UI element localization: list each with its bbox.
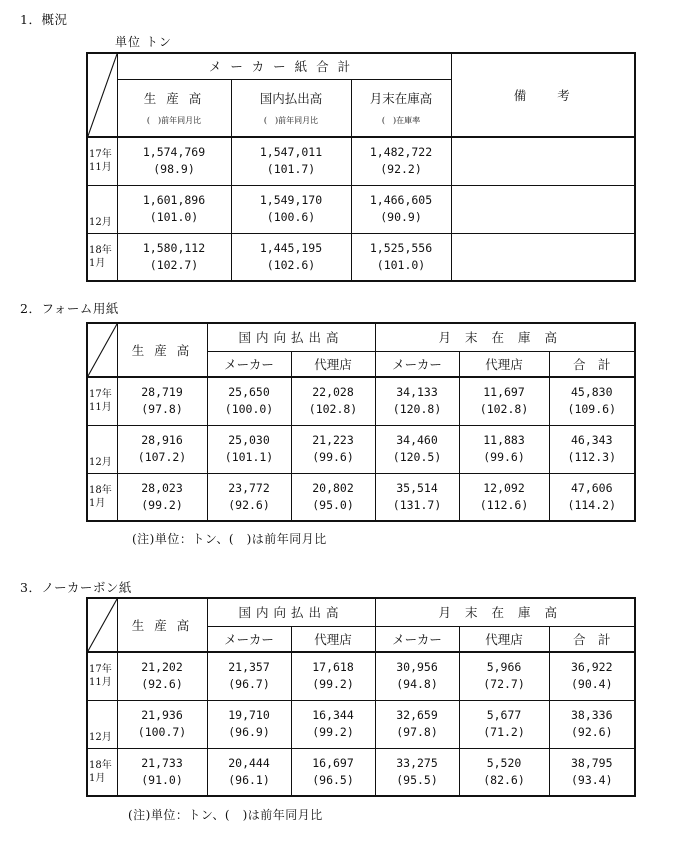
- table-row: [87, 652, 635, 700]
- section1-table: [86, 52, 636, 282]
- section1-col-production: 生 産 高 ( )前年同月比: [117, 79, 231, 137]
- row-date: 17年 11月: [87, 377, 117, 425]
- cell-value: 33,275 (95.5): [375, 748, 459, 796]
- section2-shipment-header: 国内向払出高: [207, 323, 375, 351]
- section3-inventory-header: 月末在庫高: [375, 598, 635, 626]
- cell-value: 11,883 (99.6): [459, 425, 549, 473]
- section3-sub-agent: 代理店: [291, 626, 375, 652]
- section1-group-header: メーカー紙合計: [117, 53, 451, 79]
- row-date: 17年 11月: [87, 137, 117, 185]
- row-date: 12月: [87, 700, 117, 748]
- row-date: 12月: [87, 425, 117, 473]
- cell-production: 1,574,769 (98.9): [117, 137, 231, 185]
- section2-production-header: 生 産 高: [117, 323, 207, 377]
- section1-col-inventory: 月末在庫高 ( )在庫率: [351, 79, 451, 137]
- table-row: [87, 233, 635, 281]
- cell-value: 21,936 (100.7): [117, 700, 207, 748]
- section2-sub-agent-inv: 代理店: [459, 351, 549, 377]
- cell-remarks: [451, 185, 635, 233]
- cell-value: 25,650 (100.0): [207, 377, 291, 425]
- cell-inventory: 1,482,722 (92.2): [351, 137, 451, 185]
- row-date: 18年 1月: [87, 748, 117, 796]
- section2-diagonal-corner: [87, 323, 117, 377]
- section2-table: [86, 322, 636, 522]
- section3-sub-maker: メーカー: [207, 626, 291, 652]
- cell-value: 25,030 (101.1): [207, 425, 291, 473]
- section2-sub-agent: 代理店: [291, 351, 375, 377]
- cell-value: 30,956 (94.8): [375, 652, 459, 700]
- cell-shipment: 1,547,011 (101.7): [231, 137, 351, 185]
- cell-value: 21,733 (91.0): [117, 748, 207, 796]
- table-row: [87, 377, 635, 425]
- section2-note: (注)単位：トン、( )は前年同月比: [132, 532, 327, 546]
- cell-value: 16,344 (99.2): [291, 700, 375, 748]
- cell-value: 22,028 (102.8): [291, 377, 375, 425]
- cell-production: 1,580,112 (102.7): [117, 233, 231, 281]
- cell-value: 38,795 (93.4): [549, 748, 635, 796]
- cell-remarks: [451, 137, 635, 185]
- section1-remarks-header: 備 考: [451, 53, 635, 137]
- section3-diagonal-corner: [87, 598, 117, 652]
- table-row: [87, 137, 635, 185]
- row-date: 17年 11月: [87, 652, 117, 700]
- cell-value: 21,202 (92.6): [117, 652, 207, 700]
- table-row: [87, 425, 635, 473]
- cell-shipment: 1,445,195 (102.6): [231, 233, 351, 281]
- section3-note: (注)単位：トン、( )は前年同月比: [128, 808, 323, 822]
- section2-sub-maker-inv: メーカー: [375, 351, 459, 377]
- cell-value: 23,772 (92.6): [207, 473, 291, 521]
- row-date: 12月: [87, 185, 117, 233]
- cell-production: 1,601,896 (101.0): [117, 185, 231, 233]
- cell-value: 28,023 (99.2): [117, 473, 207, 521]
- cell-value: 5,966 (72.7): [459, 652, 549, 700]
- cell-value: 46,343 (112.3): [549, 425, 635, 473]
- cell-value: 36,922 (90.4): [549, 652, 635, 700]
- cell-value: 11,697 (102.8): [459, 377, 549, 425]
- cell-value: 34,133 (120.8): [375, 377, 459, 425]
- cell-value: 21,223 (99.6): [291, 425, 375, 473]
- section2-inventory-header: 月末在庫高: [375, 323, 635, 351]
- table-row: [87, 748, 635, 796]
- row-date: 18年 1月: [87, 233, 117, 281]
- cell-inventory: 1,466,605 (90.9): [351, 185, 451, 233]
- cell-shipment: 1,549,170 (100.6): [231, 185, 351, 233]
- section1-diagonal-corner: [87, 53, 117, 137]
- section2-title: 2．フォーム用紙: [20, 301, 119, 316]
- cell-value: 19,710 (96.9): [207, 700, 291, 748]
- cell-value: 38,336 (92.6): [549, 700, 635, 748]
- section1-col-shipment: 国内払出高 ( )前年同月比: [231, 79, 351, 137]
- cell-inventory: 1,525,556 (101.0): [351, 233, 451, 281]
- cell-value: 28,719 (97.8): [117, 377, 207, 425]
- cell-remarks: [451, 233, 635, 281]
- table-row: [87, 700, 635, 748]
- cell-value: 47,606 (114.2): [549, 473, 635, 521]
- section2-sub-maker: メーカー: [207, 351, 291, 377]
- row-date: 18年 1月: [87, 473, 117, 521]
- cell-value: 20,802 (95.0): [291, 473, 375, 521]
- cell-value: 35,514 (131.7): [375, 473, 459, 521]
- cell-value: 5,677 (71.2): [459, 700, 549, 748]
- cell-value: 12,092 (112.6): [459, 473, 549, 521]
- cell-value: 45,830 (109.6): [549, 377, 635, 425]
- section3-title: 3．ノーカーボン紙: [20, 580, 132, 595]
- section3-table: [86, 597, 636, 797]
- section3-sub-maker-inv: メーカー: [375, 626, 459, 652]
- section1-title: 1．概況: [20, 12, 68, 27]
- cell-value: 16,697 (96.5): [291, 748, 375, 796]
- section2-sub-total: 合 計: [549, 351, 635, 377]
- table-row: [87, 185, 635, 233]
- cell-value: 20,444 (96.1): [207, 748, 291, 796]
- cell-value: 5,520 (82.6): [459, 748, 549, 796]
- section3-sub-total: 合 計: [549, 626, 635, 652]
- section3-sub-agent-inv: 代理店: [459, 626, 549, 652]
- cell-value: 21,357 (96.7): [207, 652, 291, 700]
- table-row: [87, 473, 635, 521]
- cell-value: 32,659 (97.8): [375, 700, 459, 748]
- section1-unit-label: 単位 トン: [115, 35, 172, 49]
- section3-shipment-header: 国内向払出高: [207, 598, 375, 626]
- cell-value: 28,916 (107.2): [117, 425, 207, 473]
- cell-value: 17,618 (99.2): [291, 652, 375, 700]
- section3-production-header: 生 産 高: [117, 598, 207, 652]
- cell-value: 34,460 (120.5): [375, 425, 459, 473]
